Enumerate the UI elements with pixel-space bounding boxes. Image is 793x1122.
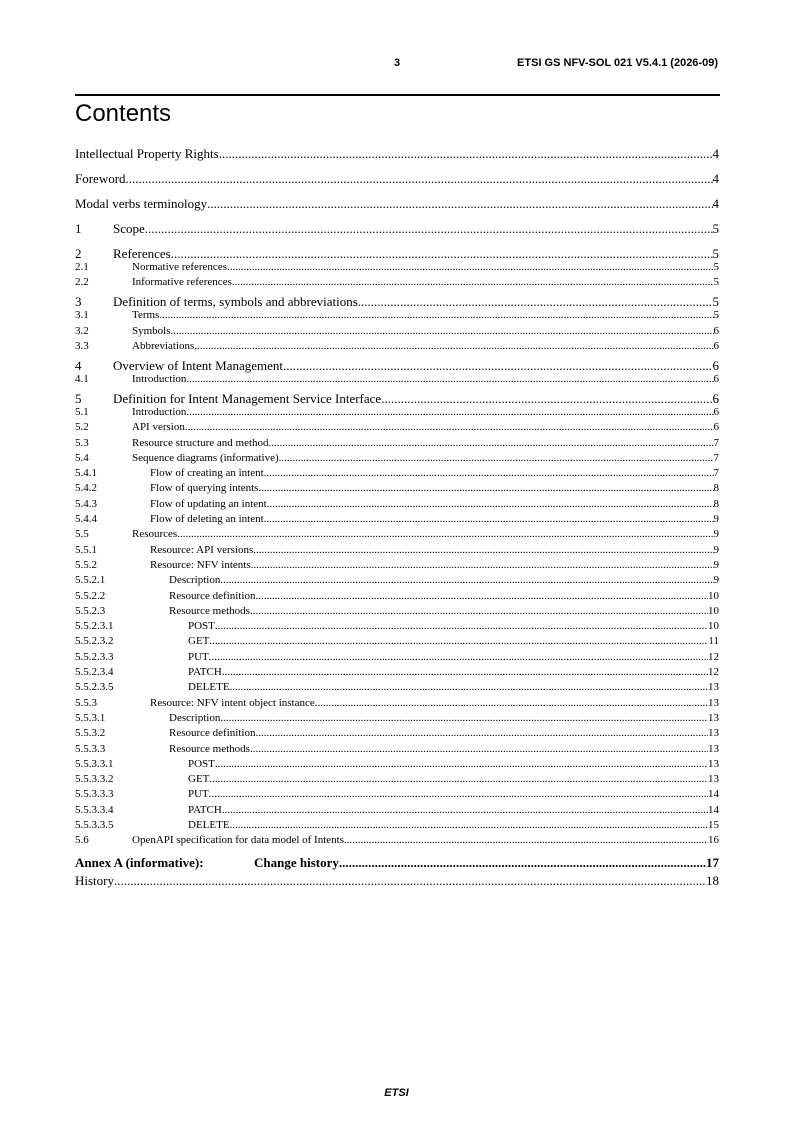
toc-entry-number: 5.4 bbox=[75, 451, 89, 464]
toc-entry[interactable] bbox=[75, 146, 719, 162]
toc-leader-dots bbox=[209, 773, 708, 785]
toc-entry-number: 5.5.3.3 bbox=[75, 742, 106, 755]
toc-entry-page: 4 bbox=[712, 146, 719, 161]
toc-entry[interactable] bbox=[75, 325, 719, 337]
toc-leader-dots bbox=[222, 804, 708, 816]
toc-entry-title: Scope bbox=[113, 221, 145, 236]
toc-entry[interactable] bbox=[75, 544, 719, 556]
toc-entry-title: PUT bbox=[188, 788, 209, 801]
toc-entry[interactable] bbox=[75, 452, 719, 464]
toc-leader-dots bbox=[253, 544, 713, 556]
toc-entry-number: 4 bbox=[75, 357, 82, 373]
toc-leader-dots bbox=[344, 834, 708, 846]
toc-entry-number: 5.5.3.3.1 bbox=[75, 757, 114, 770]
toc-leader-dots bbox=[159, 309, 713, 321]
toc-leader-dots bbox=[283, 358, 712, 374]
toc-entry-title: Resource: NFV intent object instance bbox=[150, 696, 315, 709]
toc-leader-dots bbox=[315, 697, 708, 709]
toc-leader-dots bbox=[255, 590, 708, 602]
toc-leader-dots bbox=[358, 294, 713, 310]
toc-entry-title: Introduction bbox=[132, 372, 187, 385]
toc-entry[interactable] bbox=[75, 559, 719, 571]
toc-leader-dots bbox=[219, 146, 713, 162]
toc-leader-dots bbox=[258, 482, 713, 494]
toc-entry[interactable] bbox=[75, 819, 719, 831]
toc-entry-number: 5.5.3 bbox=[75, 696, 97, 709]
toc-entry-title: References bbox=[113, 246, 171, 261]
toc-entry[interactable] bbox=[75, 513, 719, 525]
toc-entry-page: 9 bbox=[713, 513, 719, 525]
toc-entry-page: 13 bbox=[708, 742, 719, 755]
toc-entry[interactable] bbox=[75, 246, 719, 262]
page-number: 3 bbox=[393, 57, 401, 69]
toc-entry-number: 2.2 bbox=[75, 276, 89, 289]
toc-entry[interactable] bbox=[75, 743, 719, 755]
toc-leader-dots bbox=[251, 559, 714, 571]
toc-entry-title: PATCH bbox=[188, 803, 222, 816]
toc-entry-number: 5.5.3.3.5 bbox=[75, 819, 114, 831]
toc-entry-number: 5.4.1 bbox=[75, 467, 97, 480]
toc-entry-page: 10 bbox=[708, 604, 719, 617]
toc-entry-number: 5.1 bbox=[75, 405, 89, 418]
toc-entry-title: OpenAPI specification for data model of Intents bbox=[132, 834, 344, 847]
toc-entry-page: 12 bbox=[708, 666, 719, 678]
toc-entry-number: 4.1 bbox=[75, 372, 89, 385]
toc-entry-number: 5.2 bbox=[75, 421, 89, 434]
toc-entry[interactable] bbox=[75, 340, 719, 352]
toc-leader-dots bbox=[186, 373, 713, 385]
toc-entry-title: Flow of updating an intent bbox=[150, 497, 267, 510]
toc-entry[interactable] bbox=[75, 681, 719, 693]
toc-entry-title: Flow of creating an intent bbox=[150, 467, 264, 480]
toc-entry[interactable] bbox=[75, 276, 719, 288]
toc-entry[interactable] bbox=[75, 309, 719, 321]
toc-entry-page: 5 bbox=[712, 246, 719, 261]
toc-leader-dots bbox=[220, 574, 713, 586]
toc-entry[interactable] bbox=[75, 261, 719, 273]
toc-entry-number: 5.5.3.1 bbox=[75, 711, 106, 724]
toc-entry-number: 5.5.2.3.5 bbox=[75, 681, 114, 694]
toc-entry-title: Introduction bbox=[132, 405, 187, 418]
toc-leader-dots bbox=[215, 758, 708, 770]
toc-entry-page: 16 bbox=[708, 834, 719, 847]
toc-entry-title: Resource definition bbox=[169, 589, 256, 602]
toc-leader-dots bbox=[230, 819, 708, 831]
toc-entry-number: 5.5.2.3.2 bbox=[75, 635, 114, 648]
toc-leader-dots bbox=[215, 620, 708, 632]
toc-entry-title: Resource methods bbox=[169, 742, 250, 755]
toc-entry-number: 5.4.3 bbox=[75, 497, 97, 510]
toc-entry-page: 9 bbox=[713, 528, 719, 541]
toc-entry-title: POST bbox=[188, 757, 215, 770]
toc-entry-title: Flow of querying intents bbox=[150, 482, 259, 495]
toc-entry[interactable] bbox=[75, 697, 719, 709]
toc-entry-page: 9 bbox=[713, 558, 719, 571]
footer-etsi: ETSI bbox=[384, 1087, 409, 1099]
toc-leader-dots bbox=[267, 498, 714, 510]
toc-entry[interactable] bbox=[75, 406, 719, 418]
page-title: Contents bbox=[75, 100, 172, 127]
toc-entry-page: 6 bbox=[713, 405, 719, 418]
toc-entry[interactable] bbox=[75, 391, 719, 407]
document-id: ETSI GS NFV-SOL 021 V5.4.1 (2026-09) bbox=[517, 57, 718, 69]
toc-entry[interactable] bbox=[75, 758, 719, 770]
toc-entry-page: 17 bbox=[706, 855, 719, 871]
toc-entry-page: 6 bbox=[712, 357, 719, 373]
toc-entry-page: 13 bbox=[708, 711, 719, 724]
toc-entry-number: 5.3 bbox=[75, 436, 89, 449]
toc-entry-number: 5.5.2.2 bbox=[75, 589, 106, 602]
toc-leader-dots bbox=[209, 651, 708, 663]
toc-entry-title: Description bbox=[169, 711, 221, 724]
toc-entry-page: 6 bbox=[713, 372, 719, 385]
toc-entry-title: DELETE bbox=[188, 819, 230, 831]
toc-entry-page: 14 bbox=[708, 803, 719, 816]
toc-entry-page: 7 bbox=[713, 467, 719, 480]
toc-entry[interactable] bbox=[75, 196, 719, 212]
toc-entry-number: 3 bbox=[75, 294, 82, 310]
toc-leader-dots bbox=[381, 391, 712, 407]
toc-leader-dots bbox=[279, 452, 714, 464]
toc-entry-title: Resource structure and method bbox=[132, 436, 269, 449]
toc-entry[interactable] bbox=[75, 294, 719, 310]
toc-entry-title: Modal verbs terminology bbox=[75, 196, 208, 211]
toc-entry[interactable] bbox=[75, 788, 719, 800]
toc-entry-page: 7 bbox=[713, 451, 719, 464]
toc-entry-page: 7 bbox=[713, 436, 719, 449]
toc-entry[interactable] bbox=[75, 666, 719, 678]
toc-leader-dots bbox=[230, 681, 708, 693]
toc-entry[interactable] bbox=[75, 437, 719, 449]
toc-leader-dots bbox=[339, 855, 706, 871]
toc-entry-number: 5.5.2 bbox=[75, 558, 97, 571]
toc-entry[interactable] bbox=[75, 421, 719, 433]
toc-entry-number: 5 bbox=[75, 390, 82, 406]
toc-entry-page: 9 bbox=[713, 574, 719, 587]
toc-entry[interactable] bbox=[75, 834, 719, 846]
toc-entry-number: 5.5.3.3.4 bbox=[75, 803, 114, 816]
toc-leader-dots bbox=[185, 421, 714, 433]
toc-leader-dots bbox=[227, 261, 714, 273]
toc-entry-number: 3.2 bbox=[75, 324, 89, 337]
toc-entry-title: API version bbox=[132, 421, 185, 434]
toc-leader-dots bbox=[250, 605, 708, 617]
toc-entry-title: Definition for Intent Management Service Interface bbox=[113, 390, 382, 406]
toc-entry[interactable] bbox=[75, 651, 719, 663]
toc-entry[interactable] bbox=[75, 712, 719, 724]
toc-entry-title: Resource: NFV intents bbox=[150, 558, 251, 571]
toc-entry-title: Symbols bbox=[132, 324, 171, 337]
toc-entry-number: 5.5.3.3.2 bbox=[75, 773, 114, 786]
toc-entry-title: DELETE bbox=[188, 681, 230, 694]
toc-entry-page: 14 bbox=[708, 788, 719, 801]
toc-entry-page: 9 bbox=[713, 543, 719, 556]
toc-entry[interactable] bbox=[75, 221, 719, 237]
toc-entry-number: 5.5.2.3.1 bbox=[75, 620, 114, 633]
toc-entry-title: Resource methods bbox=[169, 604, 250, 617]
toc-entry-title: Resource: API versions bbox=[150, 543, 254, 556]
toc-entry-number: 3.3 bbox=[75, 339, 89, 352]
toc-entry-title: Change history bbox=[254, 855, 339, 871]
toc-entry[interactable] bbox=[75, 773, 719, 785]
toc-entry-page: 13 bbox=[708, 727, 719, 740]
toc-entry-title: Foreword bbox=[75, 171, 126, 186]
toc-entry-title: Resource definition bbox=[169, 727, 256, 740]
toc-entry[interactable] bbox=[75, 590, 719, 602]
toc-entry-title: Normative references bbox=[132, 261, 227, 273]
toc-entry[interactable] bbox=[75, 605, 719, 617]
toc-leader-dots bbox=[269, 437, 714, 449]
toc-entry-number: Annex A (informative): bbox=[75, 855, 204, 871]
toc-entry[interactable] bbox=[75, 873, 719, 889]
toc-entry-title: Flow of deleting an intent bbox=[150, 513, 264, 525]
toc-entry-page: 5 bbox=[712, 221, 719, 236]
toc-entry-page: 4 bbox=[712, 171, 719, 186]
toc-leader-dots bbox=[114, 873, 706, 889]
toc-entry-number: 5.5.2.3.3 bbox=[75, 650, 114, 663]
toc-entry[interactable] bbox=[75, 498, 719, 510]
toc-entry-number: 5.5.2.1 bbox=[75, 574, 106, 587]
toc-leader-dots bbox=[222, 666, 708, 678]
toc-entry[interactable] bbox=[75, 171, 719, 187]
toc-leader-dots bbox=[264, 467, 714, 479]
toc-entry-number: 5.6 bbox=[75, 834, 89, 847]
toc-entry[interactable] bbox=[75, 855, 719, 871]
toc-entry[interactable] bbox=[75, 727, 719, 739]
toc-entry-page: 11 bbox=[708, 635, 719, 648]
toc-entry-page: 8 bbox=[713, 497, 719, 510]
toc-leader-dots bbox=[126, 171, 713, 187]
toc-leader-dots bbox=[194, 340, 713, 352]
toc-leader-dots bbox=[171, 325, 714, 337]
toc-entry-title: Overview of Intent Management bbox=[113, 357, 284, 373]
toc-entry-title: Abbreviations bbox=[132, 339, 195, 352]
toc-entry[interactable] bbox=[75, 482, 719, 494]
toc-entry-number: 5.5.2.3 bbox=[75, 604, 106, 617]
toc-entry-number: 5.5.3.2 bbox=[75, 727, 106, 740]
toc-entry[interactable] bbox=[75, 528, 719, 540]
toc-entry-number: 2 bbox=[75, 246, 82, 261]
toc-entry-number: 5.5.2.3.4 bbox=[75, 666, 114, 678]
toc-entry-number: 5.5.1 bbox=[75, 543, 97, 556]
toc-entry-title: History bbox=[75, 873, 114, 889]
toc-entry-title: POST bbox=[188, 620, 215, 633]
toc-entry[interactable] bbox=[75, 620, 719, 632]
toc-leader-dots bbox=[255, 727, 708, 739]
toc-leader-dots bbox=[232, 276, 714, 288]
toc-leader-dots bbox=[264, 513, 714, 525]
toc-entry-page: 13 bbox=[708, 773, 719, 786]
header-rule bbox=[75, 94, 720, 96]
toc-entry-page: 13 bbox=[708, 757, 719, 770]
toc-entry-title: PUT bbox=[188, 650, 209, 663]
toc-entry-page: 4 bbox=[712, 196, 719, 211]
toc-entry[interactable] bbox=[75, 373, 719, 385]
toc-entry-number: 5.5.3.3.3 bbox=[75, 788, 114, 801]
toc-leader-dots bbox=[145, 221, 713, 237]
toc-entry-page: 5 bbox=[713, 309, 719, 322]
toc-entry-title: Informative references bbox=[132, 276, 232, 289]
toc-entry-number: 2.1 bbox=[75, 261, 89, 273]
toc-leader-dots bbox=[220, 712, 708, 724]
toc-entry[interactable] bbox=[75, 804, 719, 816]
toc-entry-page: 5 bbox=[713, 276, 719, 289]
toc-entry-page: 13 bbox=[708, 696, 719, 709]
toc-leader-dots bbox=[177, 528, 713, 540]
toc-entry-page: 5 bbox=[713, 261, 719, 273]
toc-entry[interactable] bbox=[75, 358, 719, 374]
toc-entry-page: 15 bbox=[708, 819, 719, 831]
toc-entry-page: 8 bbox=[713, 482, 719, 495]
toc-entry-number: 5.5 bbox=[75, 528, 89, 541]
toc-entry-page: 6 bbox=[712, 390, 719, 406]
toc-leader-dots bbox=[207, 196, 712, 212]
toc-leader-dots bbox=[250, 743, 708, 755]
toc-entry-page: 6 bbox=[713, 324, 719, 337]
toc-entry-title: Definition of terms, symbols and abbreviations bbox=[113, 294, 358, 310]
toc-entry-number: 1 bbox=[75, 221, 82, 236]
toc-entry-page: 6 bbox=[713, 421, 719, 434]
toc-entry-number: 3.1 bbox=[75, 309, 89, 322]
toc-entry-title: PATCH bbox=[188, 666, 222, 678]
toc-entry-title: GET bbox=[188, 635, 210, 648]
toc-entry-page: 18 bbox=[706, 873, 719, 889]
toc-entry-page: 5 bbox=[712, 294, 719, 310]
toc-entry-page: 10 bbox=[708, 620, 719, 633]
toc-leader-dots bbox=[209, 635, 708, 647]
toc-entry-page: 6 bbox=[713, 339, 719, 352]
toc-entry-title: Terms bbox=[132, 309, 160, 322]
toc-entry-page: 12 bbox=[708, 650, 719, 663]
toc-entry[interactable] bbox=[75, 467, 719, 479]
toc-leader-dots bbox=[186, 406, 713, 418]
toc-entry[interactable] bbox=[75, 635, 719, 647]
toc-entry-page: 10 bbox=[708, 589, 719, 602]
toc-entry-number: 5.4.2 bbox=[75, 482, 97, 495]
toc-entry-title: Description bbox=[169, 574, 221, 587]
toc-leader-dots bbox=[171, 246, 713, 262]
toc-entry-page: 13 bbox=[708, 681, 719, 694]
toc-entry-title: Resources bbox=[132, 528, 178, 541]
toc-entry-title: GET bbox=[188, 773, 210, 786]
toc-entry-title: Sequence diagrams (informative) bbox=[132, 451, 279, 464]
toc-entry-title: Intellectual Property Rights bbox=[75, 146, 219, 161]
toc-entry-number: 5.4.4 bbox=[75, 513, 97, 525]
toc-leader-dots bbox=[209, 788, 708, 800]
toc-entry[interactable] bbox=[75, 574, 719, 586]
